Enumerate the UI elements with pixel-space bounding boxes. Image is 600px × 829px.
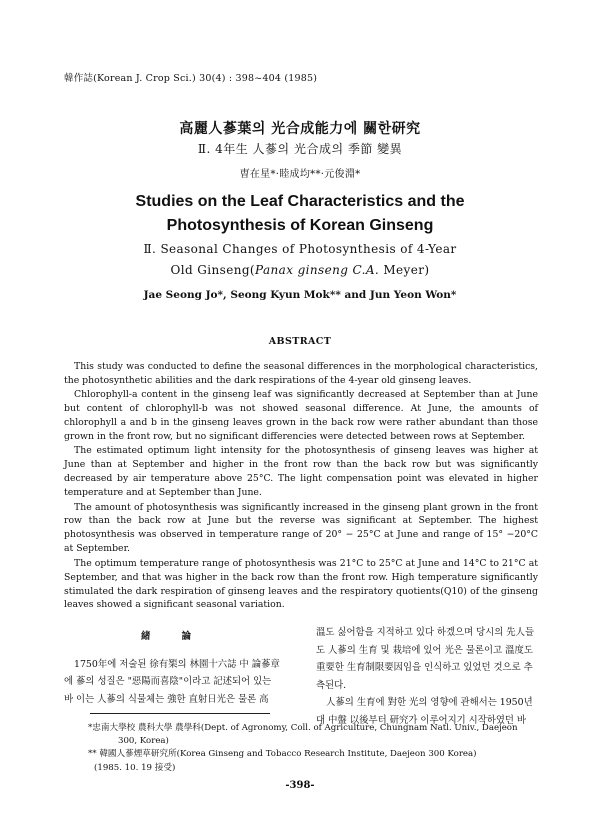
abstract-paragraph: Chlorophyll-a content in the ginseng leaf was significantly decreased at September than at June but content of chlorophyll-b was not showed seasonal difference. At June, the amounts of chlorophyll a and b in the ginseng leaves grown in the back row were rather abundant than those grown in the front row, but no significant differencies were detected between rows at September. xyxy=(64,389,538,443)
right-column xyxy=(316,624,538,729)
english-title-line1: Studies on the Leaf Characteristics and the xyxy=(135,193,465,210)
footnote-received-date: (1985. 10. 19 接受) xyxy=(94,762,176,773)
subtitle-post: Meyer) xyxy=(379,263,430,277)
english-title-line2: Photosynthesis of Korean Ginseng xyxy=(166,217,434,234)
korean-subtitle: Ⅱ. 4年生 人蔘의 光合成의 季節 變異 xyxy=(197,142,403,156)
korean-authors: 曺在星*·睦成均**·元俊淵* xyxy=(239,169,361,180)
footnote-affiliation-1: *忠南大學校 農科大學 農學科(Dept. of Agronomy, Coll. of Agriculture, Chungnam Natl. Univ., Daejeon xyxy=(88,723,518,733)
introduction-heading: 緒 論 xyxy=(140,631,205,642)
intro-continuation: 溫도 싫어함을 지적하고 있다 하겠으며 당시의 先人들도 人蔘의 生育 및 栽培에 있어 光은 물론이고 溫度도 重要한 生育制限要因임을 인식하고 있었던 것으로 추측된다. xyxy=(316,627,535,691)
subtitle-pre: Old Ginseng( xyxy=(170,263,256,277)
intro-paragraph-2: 人蔘의 生育에 對한 光의 영향에 관해서는 1950년대 中盤 以後부터 研究가 이루어지기 시작하였던 바 xyxy=(316,697,533,726)
footnote-divider xyxy=(90,713,270,714)
abstract-paragraph: The amount of photosynthesis was significantly increased in the ginseng plant grown in the front row than the back row at June but the reverse was significant at September. The highest photosynthesis was observed in temperature range of 20° − 25°C at June and range of 15° −20°C at September. xyxy=(64,501,538,555)
footnotes xyxy=(88,722,543,775)
abstract-paragraph: The estimated optimum light intensity for the photosynthesis of ginseng leaves was higher at June than at September and higher in the front row than the back row but was significantly decreased by air temperature above 25°C. The light compensation point was elevated in higher temperature and at September than June. xyxy=(64,445,538,499)
journal-citation: 韓作誌(Korean J. Crop Sci.) 30(4) : 398~404 (1985) xyxy=(64,73,318,84)
intro-paragraph: 1750年에 저술된 徐有榘의 林園十六誌 中 論蔘章에 蔘의 성질은 "惡陽而喜陰"이라고 記述되어 있는 바 이는 人蔘의 식물체는 強한 直射日光은 물론 高 xyxy=(64,658,280,705)
abstract-heading: ABSTRACT xyxy=(268,336,332,347)
footnote-affiliation-1-cont: 300, Korea) xyxy=(118,736,169,747)
english-subtitle-line1: Ⅱ. Seasonal Changes of Photosynthesis of 4-Year xyxy=(143,242,457,256)
left-column xyxy=(64,628,282,708)
abstract-paragraph: This study was conducted to define the seasonal differences in the morphological characteristics, the photosynthetic abilities and the dark respirations of the 4-year old ginseng leaves. xyxy=(64,361,538,386)
abstract-paragraph: The optimum temperature range of photosynthesis was 21°C to 25°C at June and 14°C to 21°C at September, and that was higher in the back row than the front row. High temperature significantly stimulated the dark respiration of ginseng leaves and the respiratory quotients(Q10) of the ginseng leaves showed a significant seasonal variation. xyxy=(64,557,538,611)
footnote-affiliation-2: ** 韓國人蔘煙草研究所(Korea Ginseng and Tobacco Research Institute, Daejeon 300 Korea) xyxy=(88,749,477,760)
korean-title: 高麗人蔘葉의 光合成能力에 關한研究 xyxy=(179,121,421,137)
english-subtitle-line2 xyxy=(0,263,600,277)
abstract-body xyxy=(64,360,538,613)
english-authors: Jae Seong Jo*, Seong Kyun Mok** and Jun Yeon Won* xyxy=(143,289,457,301)
species-name: Panax ginseng C.A. xyxy=(255,263,380,277)
page-number: -398- xyxy=(285,780,315,791)
